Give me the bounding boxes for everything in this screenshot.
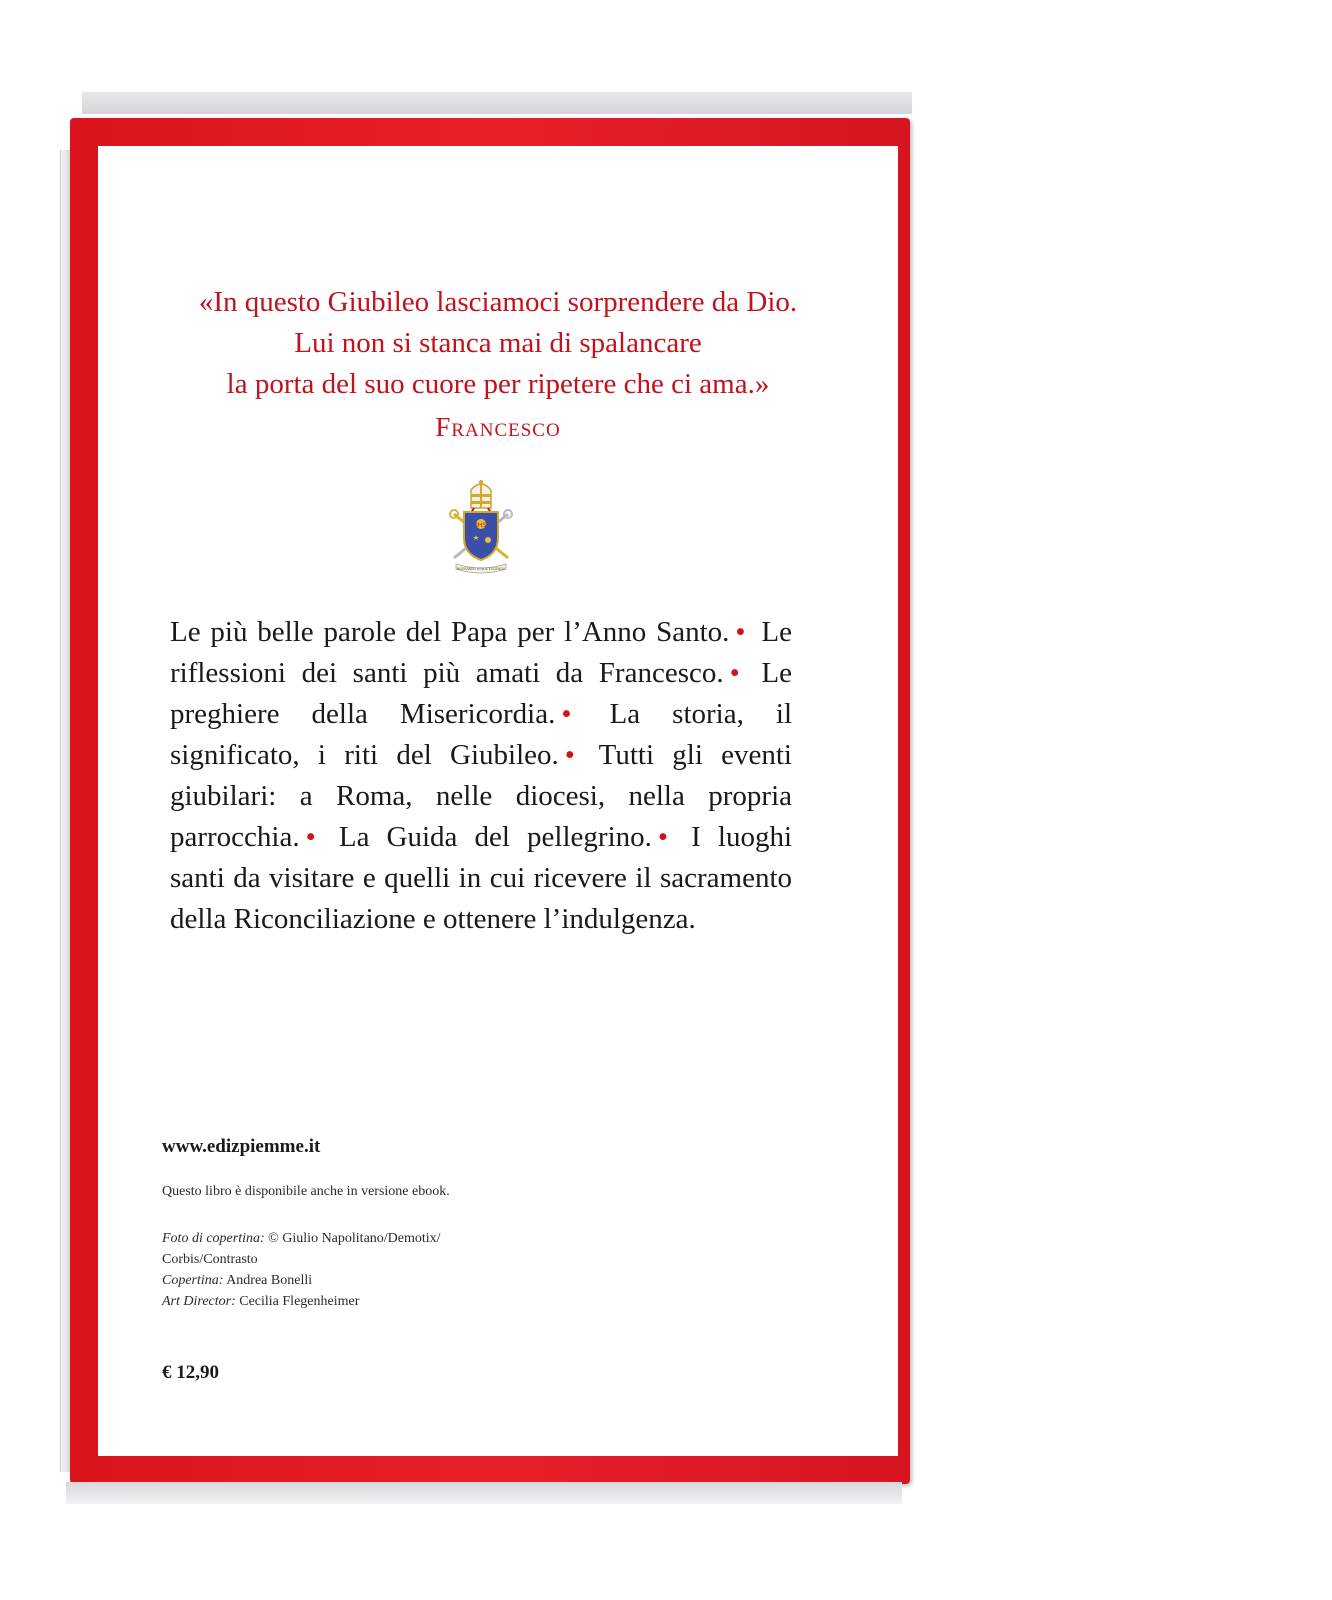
credit-value: Cecilia Flegenheimer (239, 1294, 360, 1309)
description-segment: Le più belle parole del Papa per l’Anno Santo. (170, 616, 730, 648)
credit-label: Art Director: (162, 1294, 236, 1309)
price-label: € 12,90 (162, 1362, 219, 1383)
book-shadow-bottom (66, 1482, 902, 1504)
credit-photo (162, 1228, 441, 1249)
credit-art-director (162, 1291, 441, 1312)
quote-line: Lui non si stanca mai di spalancare (294, 327, 702, 359)
description-segment: I luoghi santi da visitare e quelli in cui ricevere il sacramento della Riconciliazione e ottenere l’indulgenza. (170, 821, 793, 935)
credit-value: © Giulio Napolitano/Demotix/ (268, 1231, 441, 1246)
quote-line: la porta del suo cuore per ripetere che ci ama.» (226, 368, 770, 400)
papal-coat-of-arms-icon (446, 478, 516, 576)
credit-label: Foto di copertina: (162, 1231, 265, 1246)
bullet-separator: • (561, 698, 572, 730)
ebook-availability-note: Questo libro è disponibile anche in versione ebook. (162, 1184, 450, 1199)
back-cover-panel (98, 146, 898, 1456)
publisher-website: www.edizpiemme.it (162, 1136, 321, 1157)
description-segment: Le riflessioni dei santi più amati da Francesco. (170, 616, 792, 689)
bullet-separator: • (564, 739, 575, 771)
book-description (170, 612, 792, 940)
quote-line: «In questo Giubileo lasciamoci sorprendere da Dio. (198, 286, 798, 318)
quote-author: Francesco (435, 412, 561, 442)
bullet-separator: • (305, 821, 316, 853)
pope-quote (98, 282, 898, 449)
credit-label: Copertina: (162, 1273, 224, 1288)
bullet-separator: • (729, 657, 740, 689)
cover-credits (162, 1228, 441, 1312)
description-segment: Le preghiere della Misericordia. (170, 657, 793, 730)
book-shadow-top (82, 92, 912, 114)
credit-value: Andrea Bonelli (226, 1273, 313, 1288)
credit-cover (162, 1270, 441, 1291)
svg-text:MISERANDO ATQUE ELIGENDO: MISERANDO ATQUE ELIGENDO (456, 567, 506, 571)
description-segment: La Guida del pellegrino. (338, 821, 652, 853)
description-segment: Tutti gli eventi giubilari: a Roma, nelle diocesi, nella propria parrocchia. (170, 739, 792, 853)
description-segment: La storia, il significato, i riti del Giubileo. (170, 698, 793, 771)
svg-text:IHS: IHS (475, 522, 487, 529)
bullet-separator: • (657, 821, 669, 853)
bullet-separator: • (735, 616, 746, 648)
credit-photo-continued: Corbis/Contrasto (162, 1252, 258, 1267)
